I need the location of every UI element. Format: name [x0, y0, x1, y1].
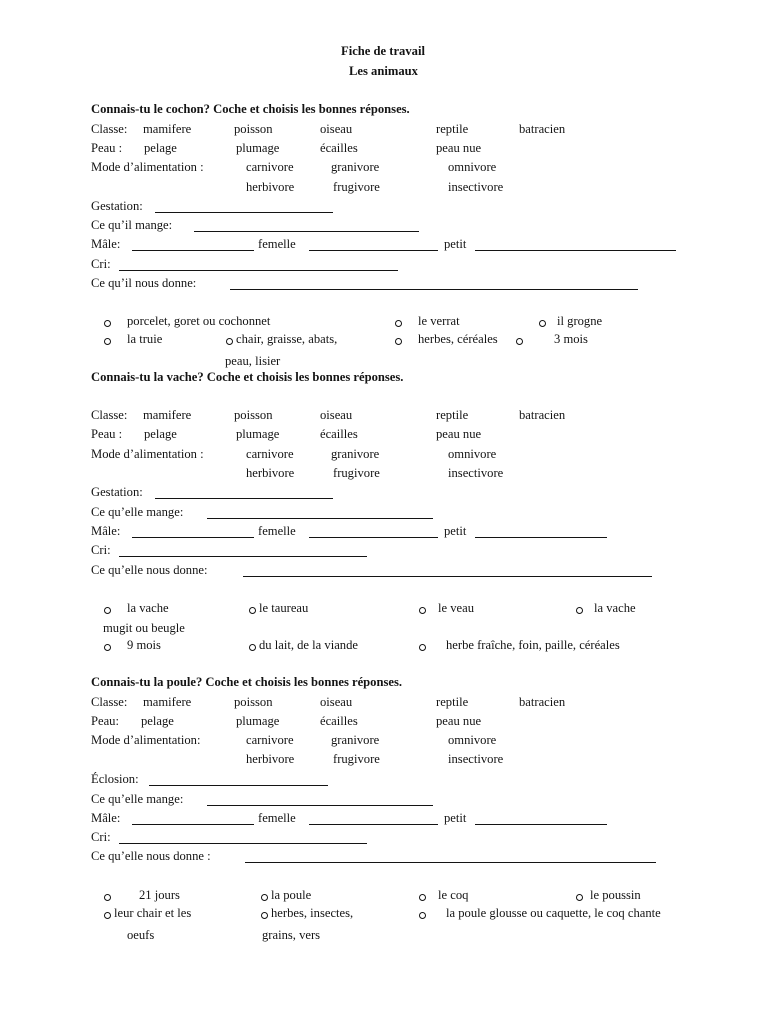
donne-blank[interactable] — [245, 862, 656, 863]
option-plumage[interactable]: plumage — [236, 714, 280, 728]
petit-blank[interactable] — [475, 824, 607, 825]
mange-blank[interactable] — [194, 231, 419, 232]
option-batracien[interactable]: batracien — [519, 122, 566, 136]
option-insectivore[interactable]: insectivore — [448, 466, 504, 480]
option-omnivore[interactable]: omnivore — [448, 733, 497, 747]
peau-label: Peau: — [91, 714, 119, 728]
femelle-blank[interactable] — [309, 537, 438, 538]
answer-option-continued: grains, vers — [262, 928, 321, 942]
bullet-icon — [104, 644, 111, 651]
eclosion-blank[interactable] — [149, 785, 328, 786]
answer-option[interactable]: la poule glousse ou caquette, le coq chante — [446, 906, 661, 920]
alimentation-label: Mode d’alimentation: — [91, 733, 201, 747]
peau-label: Peau : — [91, 141, 123, 155]
answer-option[interactable]: le verrat — [418, 314, 460, 328]
bullet-icon — [419, 607, 426, 614]
male-label: Mâle: — [91, 237, 121, 251]
option-granivore[interactable]: granivore — [331, 160, 380, 174]
bullet-icon — [104, 607, 111, 614]
alimentation-label: Mode d’alimentation : — [91, 447, 204, 461]
cri-label: Cri: — [91, 830, 111, 844]
answer-option[interactable]: du lait, de la viande — [259, 638, 358, 652]
option-peau-nue[interactable]: peau nue — [436, 714, 482, 728]
option-mamifere[interactable]: mamifere — [143, 695, 192, 709]
option-pelage[interactable]: pelage — [144, 141, 177, 155]
answer-option[interactable]: chair, graisse, abats, — [236, 332, 338, 346]
option-peau-nue[interactable]: peau nue — [436, 427, 482, 441]
option-frugivore[interactable]: frugivore — [333, 752, 380, 766]
section-heading: Connais-tu le cochon? Coche et choisis les bonnes réponses. — [91, 102, 410, 116]
option-oiseau[interactable]: oiseau — [320, 408, 353, 422]
bullet-icon — [104, 320, 111, 327]
option-ecailles[interactable]: écailles — [320, 427, 358, 441]
option-oiseau[interactable]: oiseau — [320, 695, 353, 709]
mange-label: Ce qu’elle mange: — [91, 505, 184, 519]
answer-option[interactable]: porcelet, goret ou cochonnet — [127, 314, 271, 328]
male-label: Mâle: — [91, 524, 121, 538]
bullet-icon — [516, 338, 523, 345]
answer-option[interactable]: le taureau — [259, 601, 309, 615]
classe-label: Classe: — [91, 408, 128, 422]
option-granivore[interactable]: granivore — [331, 733, 380, 747]
option-omnivore[interactable]: omnivore — [448, 160, 497, 174]
answer-option[interactable]: la poule — [271, 888, 312, 902]
cri-blank[interactable] — [119, 556, 367, 557]
answer-option[interactable]: la vache — [594, 601, 636, 615]
answer-option[interactable]: 3 mois — [554, 332, 588, 346]
petit-blank[interactable] — [475, 250, 676, 251]
petit-label: petit — [444, 811, 467, 825]
answer-option[interactable]: herbe fraîche, foin, paille, céréales — [446, 638, 620, 652]
cri-blank[interactable] — [119, 270, 398, 271]
option-omnivore[interactable]: omnivore — [448, 447, 497, 461]
peau-label: Peau : — [91, 427, 123, 441]
answer-option[interactable]: la truie — [127, 332, 163, 346]
option-insectivore[interactable]: insectivore — [448, 180, 504, 194]
answer-option[interactable]: herbes, céréales — [418, 332, 498, 346]
answer-option[interactable]: la vache — [127, 601, 169, 615]
donne-blank[interactable] — [230, 289, 638, 290]
option-oiseau[interactable]: oiseau — [320, 122, 353, 136]
option-plumage[interactable]: plumage — [236, 427, 280, 441]
answer-option[interactable]: le coq — [438, 888, 469, 902]
option-poisson[interactable]: poisson — [234, 122, 273, 136]
option-pelage[interactable]: pelage — [144, 427, 177, 441]
option-batracien[interactable]: batracien — [519, 695, 566, 709]
bullet-icon — [261, 912, 268, 919]
option-carnivore[interactable]: carnivore — [246, 733, 294, 747]
option-reptile[interactable]: reptile — [436, 122, 469, 136]
petit-blank[interactable] — [475, 537, 607, 538]
male-blank[interactable] — [132, 537, 254, 538]
bullet-icon — [576, 894, 583, 901]
option-insectivore[interactable]: insectivore — [448, 752, 504, 766]
mange-blank[interactable] — [207, 805, 433, 806]
section-heading: Connais-tu la poule? Coche et choisis les bonnes réponses. — [91, 675, 403, 689]
femelle-blank[interactable] — [309, 250, 438, 251]
gestation-blank[interactable] — [155, 498, 333, 499]
bullet-icon — [226, 338, 233, 345]
option-herbivore[interactable]: herbivore — [246, 466, 295, 480]
bullet-icon — [261, 894, 268, 901]
option-mamifere[interactable]: mamifere — [143, 408, 192, 422]
femelle-label: femelle — [258, 524, 296, 538]
answer-option[interactable]: 9 mois — [127, 638, 161, 652]
option-batracien[interactable]: batracien — [519, 408, 566, 422]
option-mamifere[interactable]: mamifere — [143, 122, 192, 136]
bullet-icon — [249, 607, 256, 614]
answer-option[interactable]: herbes, insectes, — [271, 906, 354, 920]
option-frugivore[interactable]: frugivore — [333, 466, 380, 480]
eclosion-label: Éclosion: — [91, 772, 139, 786]
option-herbivore[interactable]: herbivore — [246, 752, 295, 766]
option-ecailles[interactable]: écailles — [320, 714, 358, 728]
femelle-label: femelle — [258, 811, 296, 825]
male-blank[interactable] — [132, 250, 254, 251]
mange-blank[interactable] — [207, 518, 433, 519]
male-blank[interactable] — [132, 824, 254, 825]
male-label: Mâle: — [91, 811, 121, 825]
bullet-icon — [576, 607, 583, 614]
option-peau-nue[interactable]: peau nue — [436, 141, 482, 155]
option-carnivore[interactable]: carnivore — [246, 447, 294, 461]
answer-option[interactable]: 21 jours — [139, 888, 180, 902]
gestation-blank[interactable] — [155, 212, 333, 213]
alimentation-label: Mode d’alimentation : — [91, 160, 204, 174]
answer-option-continued: mugit ou beugle — [103, 621, 185, 635]
gestation-label: Gestation: — [91, 199, 143, 213]
petit-label: petit — [444, 237, 467, 251]
femelle-blank[interactable] — [309, 824, 438, 825]
option-reptile[interactable]: reptile — [436, 408, 469, 422]
answer-option-continued: peau, lisier — [225, 354, 281, 368]
worksheet-subtitle: Les animaux — [349, 64, 418, 78]
cri-label: Cri: — [91, 257, 111, 271]
classe-label: Classe: — [91, 695, 128, 709]
gestation-label: Gestation: — [91, 485, 143, 499]
worksheet-title: Fiche de travail — [341, 44, 425, 58]
option-reptile[interactable]: reptile — [436, 695, 469, 709]
cri-label: Cri: — [91, 543, 111, 557]
bullet-icon — [249, 644, 256, 651]
bullet-icon — [419, 894, 426, 901]
option-frugivore[interactable]: frugivore — [333, 180, 380, 194]
section-heading: Connais-tu la vache? Coche et choisis les bonnes réponses. — [91, 370, 404, 384]
option-herbivore[interactable]: herbivore — [246, 180, 295, 194]
option-poisson[interactable]: poisson — [234, 695, 273, 709]
bullet-icon — [395, 320, 402, 327]
bullet-icon — [419, 644, 426, 651]
answer-option-continued: oeufs — [127, 928, 155, 942]
donne-label: Ce qu’elle nous donne: — [91, 563, 208, 577]
donne-label: Ce qu’elle nous donne : — [91, 849, 211, 863]
option-ecailles[interactable]: écailles — [320, 141, 358, 155]
petit-label: petit — [444, 524, 467, 538]
cri-blank[interactable] — [119, 843, 367, 844]
mange-label: Ce qu’il mange: — [91, 218, 173, 232]
bullet-icon — [395, 338, 402, 345]
donne-blank[interactable] — [243, 576, 652, 577]
option-granivore[interactable]: granivore — [331, 447, 380, 461]
mange-label: Ce qu’elle mange: — [91, 792, 184, 806]
bullet-icon — [104, 912, 111, 919]
donne-label: Ce qu’il nous donne: — [91, 276, 197, 290]
option-poisson[interactable]: poisson — [234, 408, 273, 422]
bullet-icon — [419, 912, 426, 919]
bullet-icon — [104, 894, 111, 901]
option-carnivore[interactable]: carnivore — [246, 160, 294, 174]
answer-option[interactable]: le poussin — [590, 888, 641, 902]
bullet-icon — [104, 338, 111, 345]
femelle-label: femelle — [258, 237, 296, 251]
option-pelage[interactable]: pelage — [141, 714, 174, 728]
answer-option[interactable]: leur chair et les — [114, 906, 192, 920]
option-plumage[interactable]: plumage — [236, 141, 280, 155]
answer-option[interactable]: il grogne — [557, 314, 603, 328]
answer-option[interactable]: le veau — [438, 601, 475, 615]
classe-label: Classe: — [91, 122, 128, 136]
bullet-icon — [539, 320, 546, 327]
